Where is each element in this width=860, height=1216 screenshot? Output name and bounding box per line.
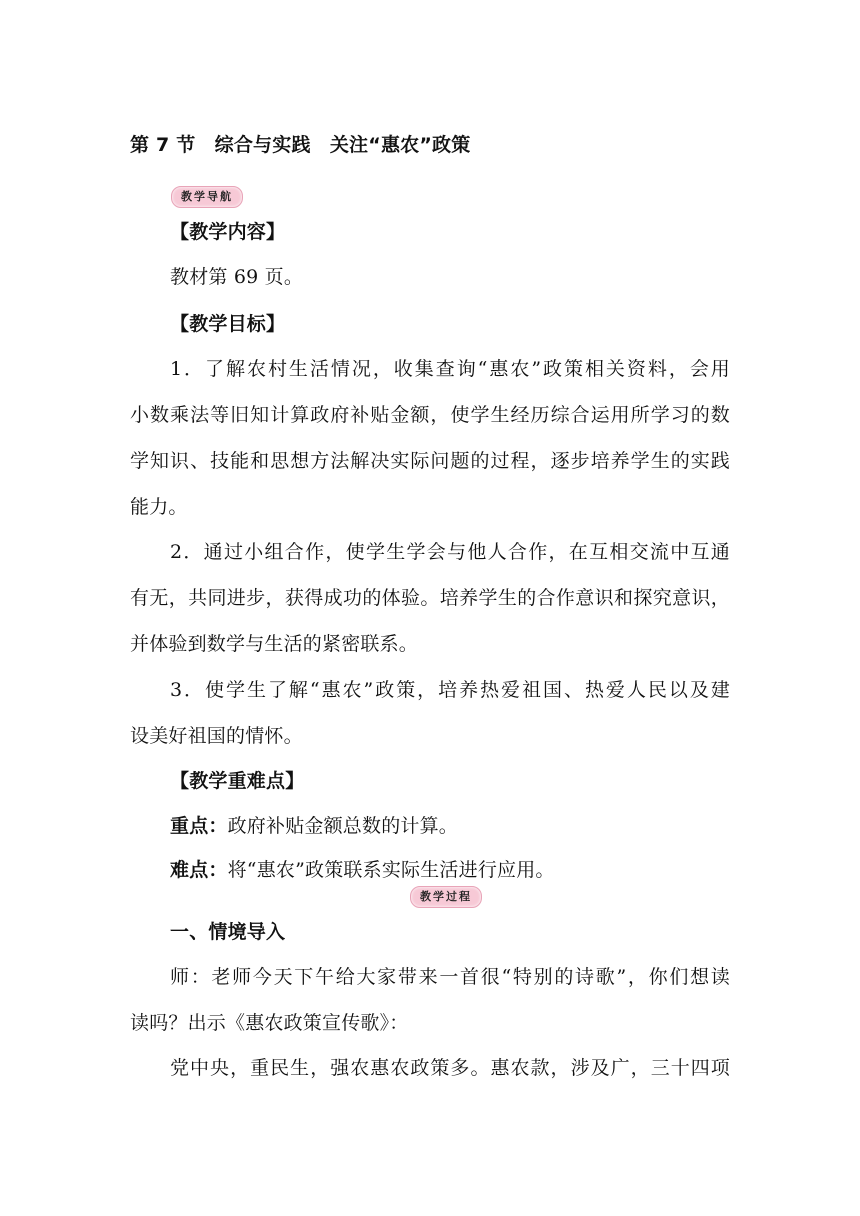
teaching-guide-badge: 教学导航 (171, 186, 243, 208)
goal-1-line-2: 小数乘法等旧知计算政府补贴金额，使学生经历综合运用所学习的数 (130, 404, 730, 426)
goal-1-line-1: 1．了解农村生活情况，收集查询“惠农”政策相关资料，会用 (170, 358, 730, 380)
goal-2-line-2: 有无，共同进步，获得成功的体验。培养学生的合作意识和探究意识， (130, 587, 730, 609)
goal-2-line-1: 2．通过小组合作，使学生学会与他人合作，在互相交流中互通 (170, 541, 730, 563)
difficulty-text: 将“惠农”政策联系实际生活进行应用。 (227, 859, 555, 881)
teacher-line-2: 读吗？出示《惠农政策宣传歌》： (130, 1012, 409, 1034)
goal-1-line-3: 学知识、技能和思想方法解决实际问题的过程，逐步培养学生的实践 (130, 450, 730, 472)
content-heading: 【教学内容】 (170, 221, 286, 243)
key-point-label: 重点： (170, 815, 228, 837)
key-point-line (170, 812, 770, 841)
goal-3-line-2: 设美好祖国的情怀。 (130, 725, 303, 747)
goal-3-line-1: 3．使学生了解“惠农”政策，培养热爱祖国、热爱人民以及建 (170, 679, 730, 701)
goal-1-line-4: 能力。 (130, 496, 188, 518)
key-points-heading: 【教学重难点】 (170, 770, 305, 792)
teacher-line-1: 师：老师今天下午给大家带来一首很“特别的诗歌”，你们想读 (170, 966, 730, 988)
difficulty-label: 难点： (170, 859, 228, 881)
key-point-text: 政府补贴金额总数的计算。 (227, 815, 459, 837)
content-text: 教材第 69 页。 (170, 266, 304, 288)
teaching-process-badge: 教学过程 (410, 886, 482, 908)
goals-heading: 【教学目标】 (170, 313, 286, 335)
difficulty-line (170, 856, 770, 885)
goal-2-line-3: 并体验到数学与生活的紧密联系。 (130, 633, 419, 655)
section-title: 第 7 节 综合与实践 关注“惠农”政策 (130, 134, 471, 156)
poem-line-1: 党中央，重民生，强农惠农政策多。惠农款，涉及广，三十四项 (170, 1057, 730, 1079)
section-1-heading: 一、情境导入 (170, 921, 286, 943)
